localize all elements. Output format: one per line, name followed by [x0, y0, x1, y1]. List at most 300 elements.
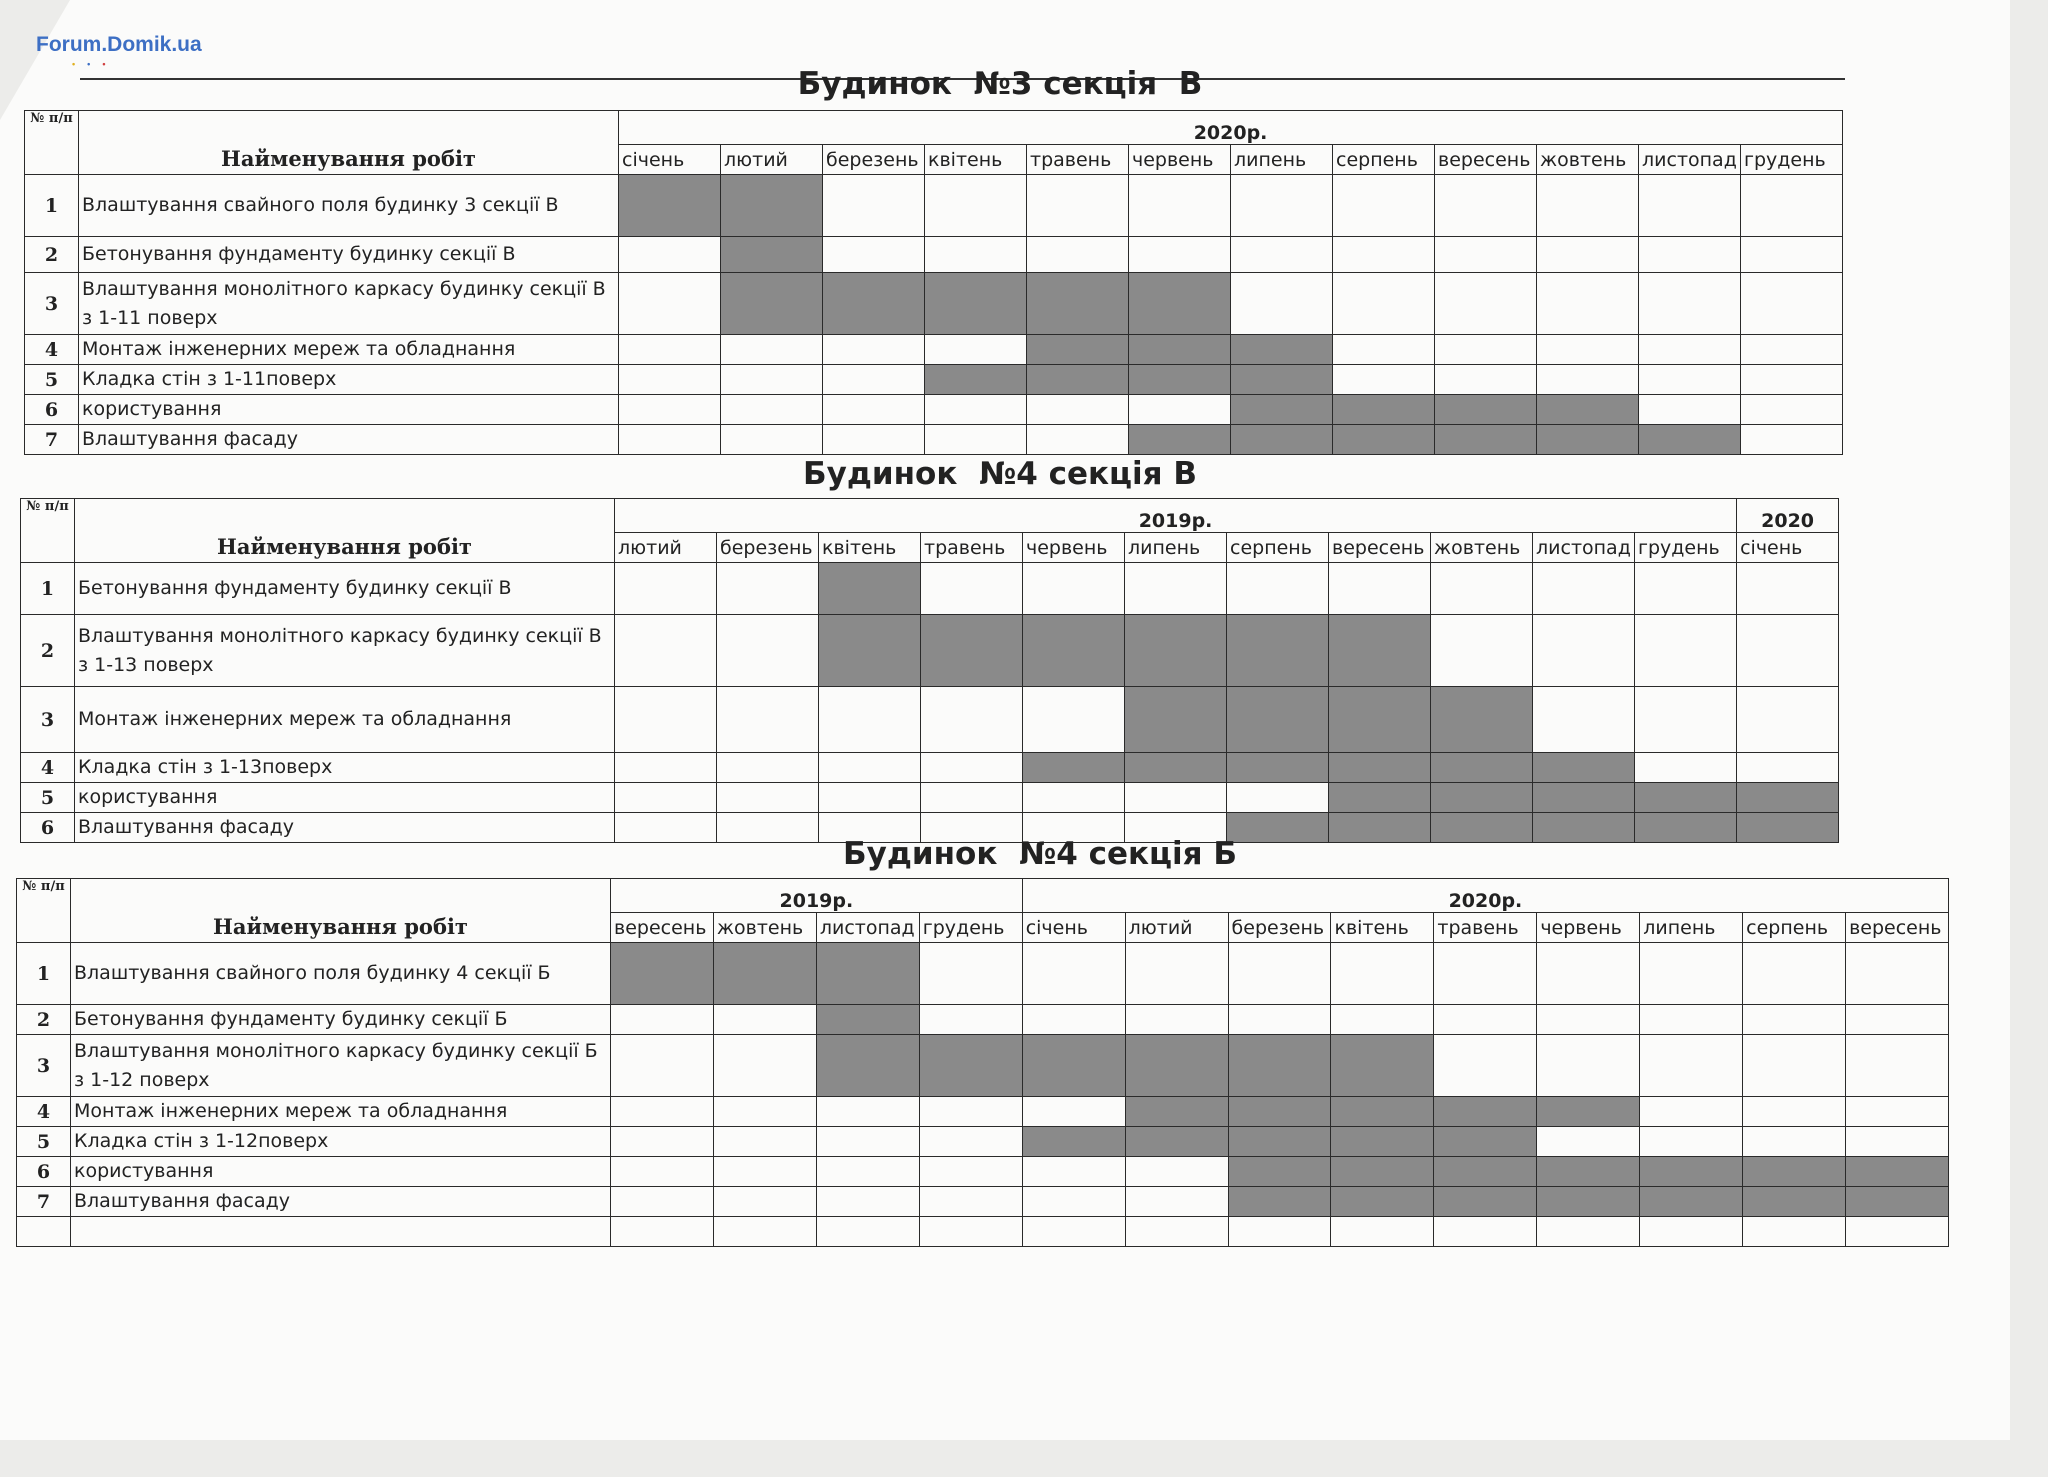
gantt-empty-cell [1435, 335, 1537, 365]
gantt-bar-cell [1125, 753, 1227, 783]
gantt-bar-cell [1231, 425, 1333, 455]
gantt-bar-cell [1227, 687, 1329, 753]
row-number: 6 [21, 813, 75, 843]
gantt-empty-cell [1741, 273, 1843, 335]
gantt-empty-cell [615, 563, 717, 615]
gantt-bar-cell [925, 365, 1027, 395]
gantt-bar-cell [1231, 335, 1333, 365]
gantt-bar-cell [1329, 615, 1431, 687]
year-header-row [17, 879, 1949, 913]
work-name: Влаштування монолітного каркасу будинку секції В з 1-11 поверх [79, 273, 619, 335]
month-header: січень [1737, 533, 1839, 563]
gantt-empty-cell [816, 1097, 919, 1127]
work-name: Монтаж інженерних мереж та обладнання [79, 335, 619, 365]
month-header: серпень [1227, 533, 1329, 563]
gantt-empty-cell [921, 783, 1023, 813]
gantt-empty-cell [615, 687, 717, 753]
gantt-empty-cell [1027, 425, 1129, 455]
watermark-dots-icon: ••• [72, 59, 118, 69]
name-column-header: Найменування робіт [75, 499, 615, 563]
gantt-empty-cell [721, 425, 823, 455]
gantt-bar-cell [1228, 1187, 1331, 1217]
month-header: січень [619, 145, 721, 175]
gantt-empty-cell [1533, 563, 1635, 615]
month-header: листопад [816, 913, 919, 943]
year-header: 2019р. [615, 499, 1737, 533]
work-name [71, 1217, 611, 1247]
gantt-bar-cell [1125, 615, 1227, 687]
gantt-bar-cell [1228, 1127, 1331, 1157]
gantt-empty-cell [1333, 273, 1435, 335]
month-header: березень [823, 145, 925, 175]
row-number: 2 [25, 237, 79, 273]
name-column-header: Найменування робіт [71, 879, 611, 943]
gantt-empty-cell [1743, 1005, 1846, 1035]
gantt-empty-cell [721, 335, 823, 365]
month-header: лютий [615, 533, 717, 563]
gantt-bar-cell [1023, 615, 1125, 687]
gantt-bar-cell [823, 273, 925, 335]
gantt-bar-cell [1846, 1157, 1949, 1187]
gantt-bar-cell [1640, 1187, 1743, 1217]
gantt-empty-cell [713, 1127, 816, 1157]
gantt-empty-cell [1846, 1127, 1949, 1157]
num-column-header: № п/п [25, 111, 79, 175]
gantt-bar-cell [1533, 813, 1635, 843]
gantt-bar-cell [1228, 1035, 1331, 1097]
gantt-bar-cell [1129, 365, 1231, 395]
gantt-bar-cell [713, 943, 816, 1005]
month-header: лютий [1125, 913, 1228, 943]
work-name: Бетонування фундаменту будинку секції Б [71, 1005, 611, 1035]
gantt-bar-cell [1125, 687, 1227, 753]
month-header: грудень [1635, 533, 1737, 563]
gantt-empty-cell [1640, 1217, 1743, 1247]
gantt-empty-cell [1023, 563, 1125, 615]
gantt-bar-cell [1743, 1157, 1846, 1187]
row-number: 5 [21, 783, 75, 813]
gantt-empty-cell [1639, 237, 1741, 273]
gantt-empty-cell [816, 1217, 919, 1247]
gantt-bar-cell [1737, 813, 1839, 843]
gantt-bar-cell [1434, 1157, 1537, 1187]
schedule-table-2 [20, 498, 1839, 843]
month-header: листопад [1533, 533, 1635, 563]
table-row [21, 753, 1839, 783]
gantt-empty-cell [1331, 1217, 1434, 1247]
gantt-bar-cell [1129, 335, 1231, 365]
gantt-empty-cell [713, 1157, 816, 1187]
gantt-bar-cell [1231, 365, 1333, 395]
gantt-empty-cell [925, 425, 1027, 455]
gantt-empty-cell [921, 563, 1023, 615]
gantt-empty-cell [619, 273, 721, 335]
gantt-empty-cell [717, 753, 819, 783]
gantt-empty-cell [1125, 783, 1227, 813]
month-header: грудень [1741, 145, 1843, 175]
gantt-bar-cell [1228, 1097, 1331, 1127]
month-header: липень [1640, 913, 1743, 943]
gantt-empty-cell [1537, 335, 1639, 365]
gantt-empty-cell [1533, 687, 1635, 753]
gantt-bar-cell [1227, 615, 1329, 687]
gantt-empty-cell [1743, 1035, 1846, 1097]
gantt-empty-cell [1741, 175, 1843, 237]
gantt-empty-cell [1022, 1187, 1125, 1217]
month-header: червень [1023, 533, 1125, 563]
month-header: липень [1231, 145, 1333, 175]
gantt-empty-cell [1537, 1005, 1640, 1035]
gantt-empty-cell [1434, 1005, 1537, 1035]
gantt-empty-cell [1635, 687, 1737, 753]
gantt-empty-cell [919, 1097, 1022, 1127]
table-row [25, 395, 1843, 425]
work-name: користування [79, 395, 619, 425]
gantt-bar-cell [1331, 1035, 1434, 1097]
year-header: 2020 [1737, 499, 1839, 533]
gantt-empty-cell [611, 1035, 714, 1097]
gantt-bar-cell [1331, 1187, 1434, 1217]
gantt-empty-cell [823, 237, 925, 273]
gantt-empty-cell [819, 687, 921, 753]
gantt-empty-cell [823, 395, 925, 425]
gantt-bar-cell [816, 943, 919, 1005]
gantt-empty-cell [713, 1005, 816, 1035]
gantt-bar-cell [1737, 783, 1839, 813]
table-row [17, 1217, 1949, 1247]
work-name: Влаштування свайного поля будинку 3 секції В [79, 175, 619, 237]
row-number: 1 [21, 563, 75, 615]
gantt-empty-cell [1743, 1217, 1846, 1247]
table-title-3: Будинок №4 секція Б [843, 836, 1237, 872]
gantt-bar-cell [1331, 1097, 1434, 1127]
gantt-bar-cell [921, 615, 1023, 687]
gantt-empty-cell [819, 753, 921, 783]
gantt-empty-cell [1125, 563, 1227, 615]
table-row [21, 563, 1839, 615]
gantt-empty-cell [1125, 943, 1228, 1005]
gantt-empty-cell [1333, 335, 1435, 365]
gantt-empty-cell [921, 753, 1023, 783]
gantt-empty-cell [619, 425, 721, 455]
row-number: 7 [17, 1187, 71, 1217]
gantt-empty-cell [611, 1127, 714, 1157]
gantt-bar-cell [1331, 1157, 1434, 1187]
gantt-empty-cell [1434, 943, 1537, 1005]
gantt-empty-cell [919, 1127, 1022, 1157]
table-row [17, 1127, 1949, 1157]
gantt-empty-cell [1333, 365, 1435, 395]
table-row [17, 1005, 1949, 1035]
table-row [25, 365, 1843, 395]
gantt-empty-cell [1125, 1005, 1228, 1035]
gantt-empty-cell [1227, 783, 1329, 813]
gantt-bar-cell [819, 615, 921, 687]
gantt-empty-cell [819, 783, 921, 813]
year-header-row [25, 111, 1843, 145]
gantt-bar-cell [1537, 1187, 1640, 1217]
gantt-empty-cell [1434, 1035, 1537, 1097]
gantt-bar-cell [1537, 1157, 1640, 1187]
month-header: вересень [611, 913, 714, 943]
gantt-bar-cell [1329, 753, 1431, 783]
year-header: 2019р. [611, 879, 1023, 913]
gantt-empty-cell [1125, 1187, 1228, 1217]
work-name: Кладка стін з 1-12поверх [71, 1127, 611, 1157]
month-header: жовтень [713, 913, 816, 943]
gantt-empty-cell [1431, 563, 1533, 615]
gantt-bar-cell [1228, 1157, 1331, 1187]
gantt-empty-cell [823, 335, 925, 365]
gantt-bar-cell [1846, 1187, 1949, 1217]
month-header: грудень [919, 913, 1022, 943]
table-row [17, 1157, 1949, 1187]
month-header: серпень [1743, 913, 1846, 943]
gantt-bar-cell [1431, 687, 1533, 753]
gantt-empty-cell [816, 1127, 919, 1157]
work-name: Кладка стін з 1-11поверх [79, 365, 619, 395]
gantt-bar-cell [1125, 1127, 1228, 1157]
gantt-empty-cell [1228, 1217, 1331, 1247]
gantt-bar-cell [1329, 783, 1431, 813]
gantt-empty-cell [925, 175, 1027, 237]
gantt-empty-cell [1537, 175, 1639, 237]
gantt-empty-cell [1640, 1127, 1743, 1157]
gantt-empty-cell [1846, 1217, 1949, 1247]
gantt-empty-cell [1027, 395, 1129, 425]
gantt-empty-cell [925, 237, 1027, 273]
gantt-empty-cell [1125, 1217, 1228, 1247]
gantt-bar-cell [1129, 425, 1231, 455]
table-row [25, 335, 1843, 365]
gantt-empty-cell [1331, 943, 1434, 1005]
work-name: Влаштування монолітного каркасу будинку секції Б з 1-12 поверх [71, 1035, 611, 1097]
gantt-empty-cell [919, 1217, 1022, 1247]
gantt-empty-cell [823, 175, 925, 237]
month-header: жовтень [1431, 533, 1533, 563]
gantt-bar-cell [1022, 1035, 1125, 1097]
gantt-empty-cell [1231, 237, 1333, 273]
work-name: Бетонування фундаменту будинку секції В [75, 563, 615, 615]
gantt-empty-cell [615, 615, 717, 687]
gantt-empty-cell [1537, 1127, 1640, 1157]
gantt-bar-cell [1227, 753, 1329, 783]
month-header: березень [1228, 913, 1331, 943]
gantt-bar-cell [925, 273, 1027, 335]
gantt-bar-cell [1537, 395, 1639, 425]
gantt-empty-cell [611, 1157, 714, 1187]
gantt-empty-cell [1129, 237, 1231, 273]
gantt-empty-cell [1022, 943, 1125, 1005]
gantt-empty-cell [611, 1005, 714, 1035]
num-column-header: № п/п [21, 499, 75, 563]
gantt-empty-cell [1022, 1005, 1125, 1035]
gantt-empty-cell [1231, 273, 1333, 335]
gantt-empty-cell [1228, 1005, 1331, 1035]
gantt-empty-cell [1231, 175, 1333, 237]
table-title-2: Будинок №4 секція В [803, 456, 1197, 492]
gantt-empty-cell [1434, 1217, 1537, 1247]
gantt-empty-cell [823, 365, 925, 395]
gantt-empty-cell [1023, 687, 1125, 753]
gantt-empty-cell [919, 1005, 1022, 1035]
row-number: 3 [25, 273, 79, 335]
gantt-empty-cell [721, 395, 823, 425]
gantt-empty-cell [1537, 365, 1639, 395]
gantt-empty-cell [1129, 395, 1231, 425]
gantt-empty-cell [1741, 335, 1843, 365]
gantt-bar-cell [1331, 1127, 1434, 1157]
row-number: 4 [17, 1097, 71, 1127]
work-name: Влаштування фасаду [79, 425, 619, 455]
gantt-bar-cell [1431, 753, 1533, 783]
month-header: квітень [1331, 913, 1434, 943]
work-name: Кладка стін з 1-13поверх [75, 753, 615, 783]
gantt-empty-cell [1537, 273, 1639, 335]
schedule-table-3 [16, 878, 1949, 1247]
gantt-empty-cell [1639, 335, 1741, 365]
gantt-empty-cell [1741, 237, 1843, 273]
table-row [17, 1187, 1949, 1217]
gantt-empty-cell [1640, 1097, 1743, 1127]
gantt-bar-cell [1125, 1097, 1228, 1127]
month-header: травень [921, 533, 1023, 563]
row-number: 4 [21, 753, 75, 783]
gantt-empty-cell [713, 1217, 816, 1247]
gantt-bar-cell [1125, 1035, 1228, 1097]
gantt-empty-cell [1125, 1157, 1228, 1187]
gantt-empty-cell [1533, 615, 1635, 687]
gantt-empty-cell [717, 783, 819, 813]
work-name: Влаштування свайного поля будинку 4 секції Б [71, 943, 611, 1005]
gantt-empty-cell [713, 1097, 816, 1127]
gantt-empty-cell [1640, 1005, 1743, 1035]
gantt-bar-cell [816, 1035, 919, 1097]
gantt-empty-cell [611, 1097, 714, 1127]
row-number: 4 [25, 335, 79, 365]
row-number: 1 [25, 175, 79, 237]
gantt-empty-cell [1022, 1217, 1125, 1247]
month-header: травень [1434, 913, 1537, 943]
gantt-empty-cell [1227, 563, 1329, 615]
gantt-empty-cell [919, 1157, 1022, 1187]
gantt-bar-cell [919, 1035, 1022, 1097]
gantt-empty-cell [1431, 615, 1533, 687]
gantt-empty-cell [717, 687, 819, 753]
table-row [17, 1097, 1949, 1127]
gantt-empty-cell [1435, 175, 1537, 237]
table-row [25, 273, 1843, 335]
watermark-text: Forum.Domik.ua [36, 33, 202, 56]
table-row [17, 943, 1949, 1005]
gantt-bar-cell [816, 1005, 919, 1035]
row-number: 3 [21, 687, 75, 753]
gantt-empty-cell [1846, 943, 1949, 1005]
work-name: Монтаж інженерних мереж та обладнання [71, 1097, 611, 1127]
gantt-empty-cell [713, 1187, 816, 1217]
gantt-bar-cell [1533, 753, 1635, 783]
gantt-empty-cell [1333, 175, 1435, 237]
gantt-bar-cell [1533, 783, 1635, 813]
gantt-empty-cell [1022, 1097, 1125, 1127]
name-column-header: Найменування робіт [79, 111, 619, 175]
gantt-empty-cell [615, 783, 717, 813]
gantt-empty-cell [1537, 1035, 1640, 1097]
gantt-empty-cell [619, 365, 721, 395]
gantt-empty-cell [1435, 237, 1537, 273]
gantt-empty-cell [1639, 273, 1741, 335]
month-header: січень [1022, 913, 1125, 943]
work-name: Влаштування монолітного каркасу будинку секції В з 1-13 поверх [75, 615, 615, 687]
gantt-empty-cell [1639, 365, 1741, 395]
gantt-bar-cell [611, 943, 714, 1005]
table-row [21, 783, 1839, 813]
gantt-empty-cell [1635, 563, 1737, 615]
gantt-bar-cell [1743, 1187, 1846, 1217]
gantt-bar-cell [721, 273, 823, 335]
gantt-empty-cell [921, 687, 1023, 753]
gantt-bar-cell [1231, 395, 1333, 425]
table-row [25, 425, 1843, 455]
gantt-empty-cell [619, 237, 721, 273]
work-name: користування [75, 783, 615, 813]
row-number: 7 [25, 425, 79, 455]
gantt-empty-cell [1737, 687, 1839, 753]
month-header: червень [1537, 913, 1640, 943]
gantt-empty-cell [925, 395, 1027, 425]
row-number: 5 [25, 365, 79, 395]
gantt-empty-cell [1737, 615, 1839, 687]
gantt-empty-cell [1741, 365, 1843, 395]
gantt-empty-cell [1639, 395, 1741, 425]
gantt-empty-cell [1741, 425, 1843, 455]
gantt-empty-cell [1743, 943, 1846, 1005]
gantt-bar-cell [721, 175, 823, 237]
gantt-empty-cell [1635, 753, 1737, 783]
gantt-bar-cell [1129, 273, 1231, 335]
row-number: 2 [21, 615, 75, 687]
gantt-empty-cell [1741, 395, 1843, 425]
gantt-bar-cell [1023, 753, 1125, 783]
gantt-bar-cell [1639, 425, 1741, 455]
gantt-bar-cell [1022, 1127, 1125, 1157]
gantt-bar-cell [1027, 335, 1129, 365]
row-number: 6 [25, 395, 79, 425]
month-header: травень [1027, 145, 1129, 175]
work-name: користування [71, 1157, 611, 1187]
gantt-bar-cell [1640, 1157, 1743, 1187]
row-number: 5 [17, 1127, 71, 1157]
work-name: Влаштування фасаду [71, 1187, 611, 1217]
gantt-bar-cell [1027, 365, 1129, 395]
month-header: березень [717, 533, 819, 563]
gantt-empty-cell [816, 1187, 919, 1217]
month-header: квітень [819, 533, 921, 563]
gantt-empty-cell [925, 335, 1027, 365]
gantt-empty-cell [1333, 237, 1435, 273]
month-header: серпень [1333, 145, 1435, 175]
month-header: червень [1129, 145, 1231, 175]
gantt-empty-cell [816, 1157, 919, 1187]
gantt-empty-cell [1435, 365, 1537, 395]
month-header: листопад [1639, 145, 1741, 175]
table-row [25, 237, 1843, 273]
gantt-empty-cell [1435, 273, 1537, 335]
gantt-empty-cell [615, 753, 717, 783]
gantt-empty-cell [619, 335, 721, 365]
gantt-empty-cell [1027, 237, 1129, 273]
folded-corner [0, 0, 70, 120]
